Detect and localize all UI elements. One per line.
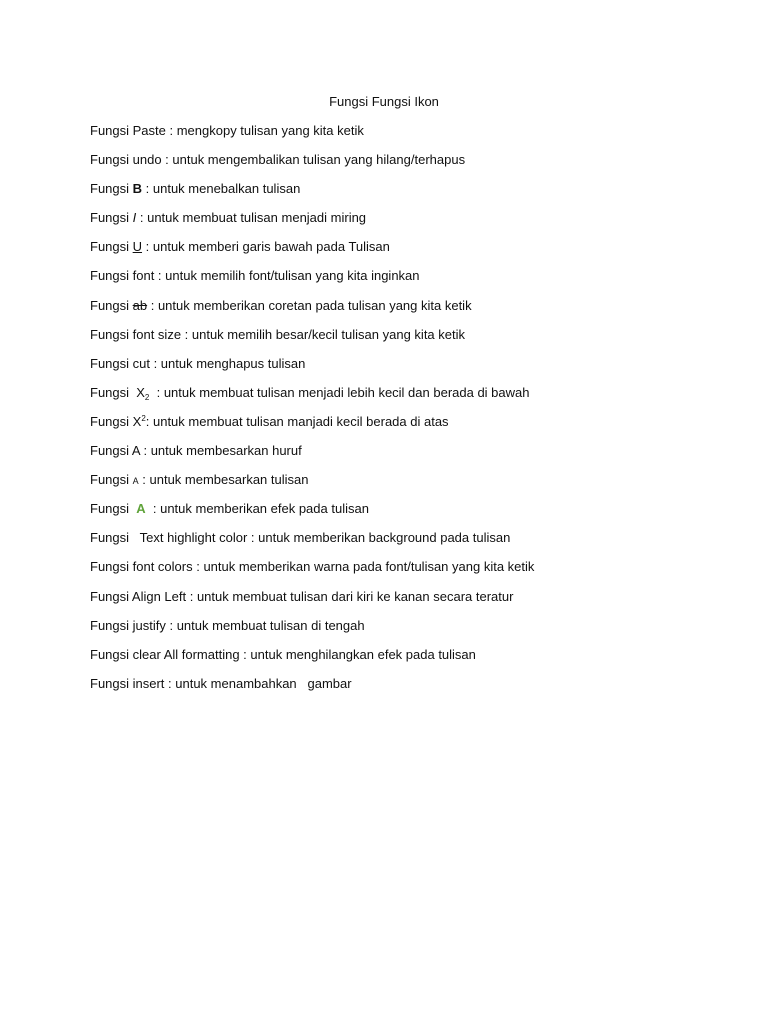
subscript-digit: 2 <box>144 392 150 402</box>
line-subscript <box>90 384 730 413</box>
line-strikethrough <box>90 297 730 326</box>
line-prefix: Fungsi <box>90 181 133 197</box>
line-prefix: Fungsi <box>90 384 137 400</box>
line-text: Fungsi undo : untuk mengembalikan tulisan yang hilang/terhapus <box>90 152 466 168</box>
line-rest: : untuk membuat tulisan manjadi kecil berada di atas <box>145 413 449 429</box>
line-prefix: Fungsi <box>90 239 133 255</box>
superscript-symbol: X <box>132 413 142 429</box>
line-superscript <box>90 413 730 442</box>
line-text: Fungsi Paste : mengkopy tulisan yang kita ketik <box>90 123 364 138</box>
strikethrough-symbol: ab <box>132 297 148 313</box>
line-text: Fungsi justify : untuk membuat tulisan di tengah <box>90 617 365 633</box>
line-highlight <box>90 529 730 558</box>
subscript-symbol: X <box>136 384 145 400</box>
underline-symbol: U <box>132 239 143 255</box>
line-font <box>90 267 730 296</box>
shrink-font-symbol: A <box>132 476 139 487</box>
line-font-size <box>90 326 730 355</box>
line-text: Fungsi font colors : untuk memberikan warna pada font/tulisan yang kita ketik <box>90 559 535 575</box>
line-text-effects <box>90 500 730 529</box>
line-text: Fungsi insert : untuk menambahkan gambar <box>90 675 352 691</box>
line-text: Fungsi Align Left : untuk membuat tulisan dari kiri ke kanan secara teratur <box>90 588 514 604</box>
line-prefix: Fungsi <box>90 413 133 429</box>
line-font-colors <box>90 558 730 587</box>
italic-symbol: I <box>132 210 137 226</box>
line-rest: : untuk membesarkan tulisan <box>138 472 309 488</box>
line-rest: : untuk membuat tulisan menjadi miring <box>136 210 367 226</box>
line-prefix: Fungsi <box>90 472 133 488</box>
line-cut <box>90 355 730 384</box>
line-rest: : untuk membuat tulisan menjadi lebih kecil dan berada di bawah <box>149 384 530 400</box>
line-shrink-font <box>90 471 730 500</box>
line-paste <box>90 122 730 151</box>
bold-symbol: B <box>132 181 143 197</box>
line-text: Fungsi A : untuk membesarkan huruf <box>90 443 302 459</box>
line-undo <box>90 151 730 180</box>
line-text: Fungsi Text highlight color : untuk memberikan background pada tulisan <box>90 530 511 546</box>
line-text: Fungsi font size : untuk memilih besar/kecil tulisan yang kita ketik <box>90 326 466 342</box>
document-title: Fungsi Fungsi Ikon <box>329 94 439 109</box>
line-prefix: Fungsi <box>90 210 133 226</box>
line-italic <box>90 209 730 238</box>
line-clear-formatting <box>90 646 730 675</box>
text-effects-symbol: A <box>136 501 146 517</box>
line-rest: : untuk memberi garis bawah pada Tulisan <box>142 239 390 255</box>
line-text: Fungsi cut : untuk menghapus tulisan <box>90 355 306 371</box>
line-bold <box>90 180 730 209</box>
line-text: Fungsi clear All formatting : untuk menghilangkan efek pada tulisan <box>90 646 476 662</box>
line-text: Fungsi font : untuk memilih font/tulisan yang kita inginkan <box>90 268 420 284</box>
line-underline <box>90 238 730 267</box>
line-insert <box>90 675 730 704</box>
line-grow-font <box>90 442 730 471</box>
line-rest: : untuk memberikan efek pada tulisan <box>145 501 369 517</box>
line-justify <box>90 617 730 646</box>
document-body <box>90 122 730 704</box>
line-prefix: Fungsi <box>90 501 137 517</box>
line-rest: : untuk memberikan coretan pada tulisan yang kita ketik <box>147 297 472 313</box>
line-prefix: Fungsi <box>90 297 133 313</box>
line-align-left <box>90 588 730 617</box>
line-rest: : untuk menebalkan tulisan <box>142 181 301 197</box>
superscript-digit: 2 <box>141 413 146 423</box>
